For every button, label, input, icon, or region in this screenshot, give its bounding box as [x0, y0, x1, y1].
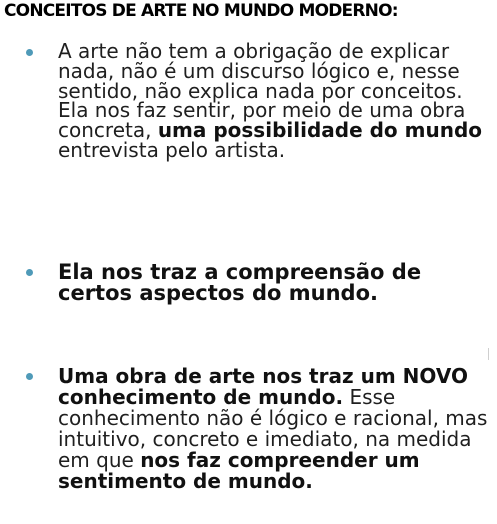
slide-title: CONCEITOS DE ARTE NO MUNDO MODERNO:	[4, 1, 398, 21]
bullet-text-bold: nos faz compreender um sentimento de mundo.	[58, 448, 420, 493]
bullet-text-normal: entrevista pelo artista.	[58, 137, 286, 162]
bullet-text-normal: Esse conhecimento não é lógico e racional, mas intuitivo, concreto e imediato, na medida em que	[58, 385, 488, 472]
bullet-dot-icon	[26, 373, 33, 380]
bullet-text	[58, 366, 494, 492]
bullet-dot-icon	[26, 49, 33, 56]
bullet-text	[58, 39, 494, 162]
bullet-text-bold: Ela nos traz a compreensão de certos aspectos do mundo.	[58, 260, 422, 305]
bullet-dot-icon	[26, 269, 33, 276]
bullet-text	[58, 262, 494, 304]
divider-mark	[488, 348, 489, 360]
bullet-text-bold: uma possibilidade do mundo	[157, 118, 483, 143]
bullet-text-bold: Uma obra de arte nos traz um NOVO conhecimento de mundo.	[58, 364, 468, 409]
bullet-text-normal: A arte não tem a obrigação de explicar nada, não é um discurso lógico e, nesse sentido, não explica nada por conceitos. Ela nos faz sentir, por meio de uma obra concreta,	[58, 39, 466, 143]
